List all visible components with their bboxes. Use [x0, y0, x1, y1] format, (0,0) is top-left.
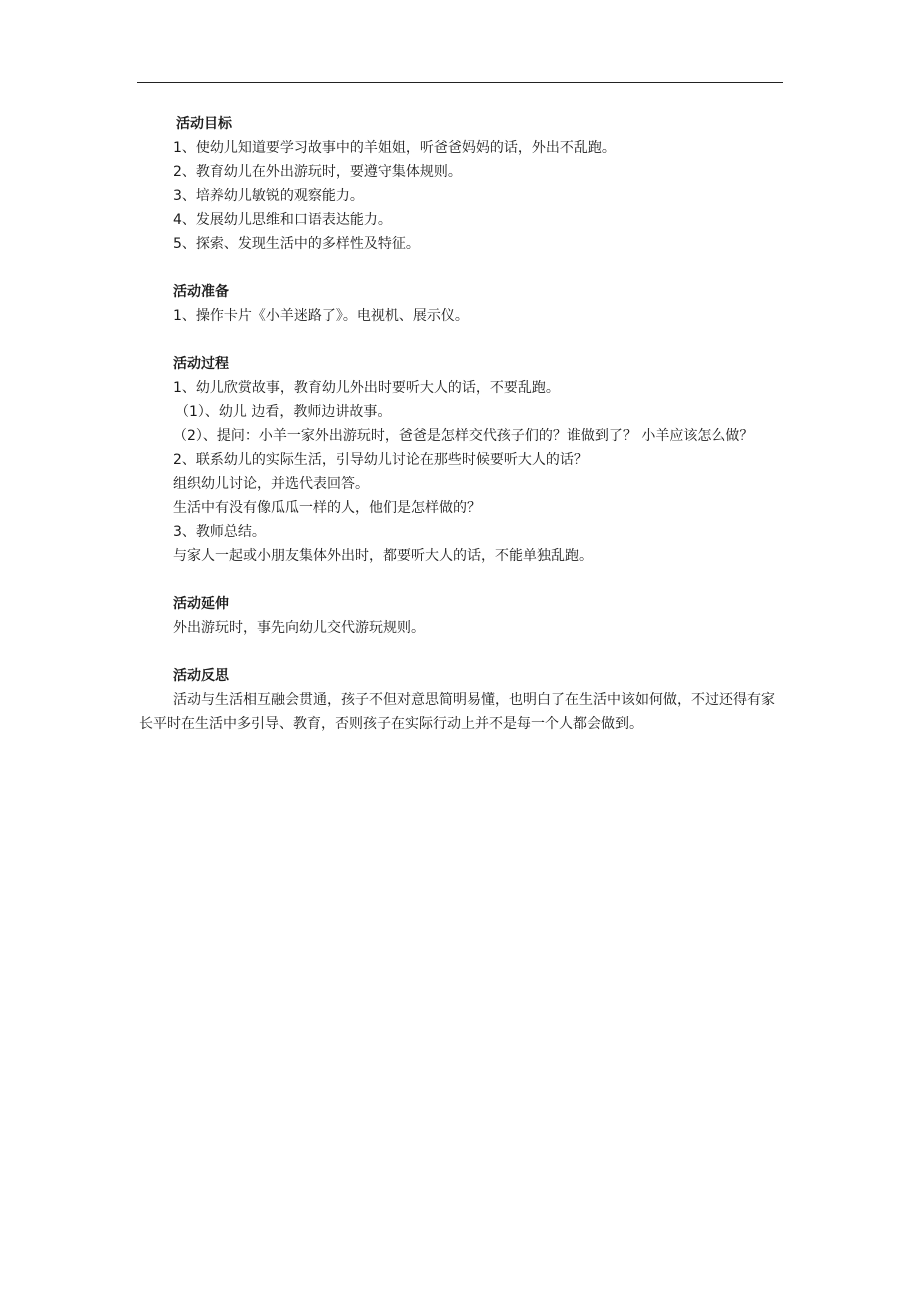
process-step-1-sub-2: （2）、提问：小羊一家外出游玩时，爸爸是怎样交代孩子们的？谁做到了？ 小羊应该怎么做？ — [173, 428, 754, 444]
goal-item-4: 4、发展幼儿思维和口语表达能力。 — [173, 212, 392, 228]
header-rule — [137, 82, 783, 83]
section-heading-preparation: 活动准备 — [173, 284, 229, 300]
goal-item-1: 1、使幼儿知道要学习故事中的羊姐姐，听爸爸妈妈的话，外出不乱跑。 — [173, 140, 616, 156]
section-spacer — [139, 568, 785, 592]
process-step-2-note-2: 生活中有没有像瓜瓜一样的人，他们是怎样做的？ — [173, 500, 481, 516]
section-heading-extension: 活动延伸 — [173, 596, 229, 612]
process-step-1-sub-1: （1）、幼儿 边看，教师边讲故事。 — [175, 404, 392, 420]
section-heading-reflection: 活动反思 — [173, 668, 229, 684]
preparation-item-1: 1、操作卡片《小羊迷路了》。电视机、展示仪。 — [173, 308, 469, 324]
document-body — [139, 112, 785, 736]
extension-text: 外出游玩时，事先向幼儿交代游玩规则。 — [173, 620, 425, 636]
process-step-1: 1、幼儿欣赏故事，教育幼儿外出时要听大人的话，不要乱跑。 — [173, 380, 560, 396]
process-step-3-note: 与家人一起或小朋友集体外出时，都要听大人的话，不能单独乱跑。 — [173, 548, 593, 564]
section-heading-process: 活动过程 — [173, 356, 229, 372]
process-step-3: 3、教师总结。 — [173, 524, 266, 540]
section-spacer — [139, 256, 785, 280]
goal-item-5: 5、探索、发现生活中的多样性及特征。 — [173, 236, 420, 252]
section-spacer — [139, 328, 785, 352]
reflection-text: 活动与生活相互融会贯通，孩子不但对意思简明易懂，也明白了在生活中该如何做，不过还得有家长平时在生活中多引导、教育，否则孩子在实际行动上并不是每一个人都会做到。 — [139, 692, 775, 732]
goal-item-3: 3、培养幼儿敏锐的观察能力。 — [173, 188, 364, 204]
process-step-2-note-1: 组织幼儿讨论，并选代表回答。 — [173, 476, 369, 492]
goal-item-2: 2、教育幼儿在外出游玩时，要遵守集体规则。 — [173, 164, 462, 180]
section-heading-goals: 活动目标 — [176, 116, 232, 132]
section-spacer — [139, 640, 785, 664]
process-step-2: 2、联系幼儿的实际生活，引导幼儿讨论在那些时候要听大人的话？ — [173, 452, 588, 468]
